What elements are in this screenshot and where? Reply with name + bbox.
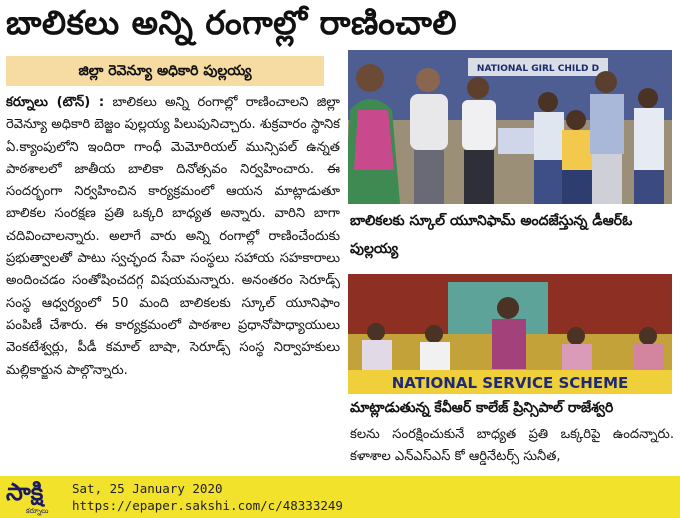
sakshi-logo	[6, 479, 62, 515]
logo-edition: కర్నూలు	[26, 507, 49, 515]
photo-principal-speaking	[348, 274, 672, 394]
photo2-caption: మాట్లాడుతున్న కేవీఆర్ కాలేజ్ ప్రిన్సిపాల్ రాజేశ్వరి	[350, 400, 614, 416]
headline: బాలికలు అన్ని రంగాల్లో రాణించాలి	[0, 0, 680, 46]
subheadline: జిల్లా రెవెన్యూ అధికారి పుల్లయ్య	[6, 56, 324, 86]
photo1-banner: NATIONAL GIRL CHILD D	[476, 64, 600, 74]
photo1-caption: బాలికలకు స్కూల్ యూనిఫామ్ అందజేస్తున్న డీఆర్ఓ పుల్లయ్య	[350, 213, 633, 257]
dateline: కర్నూలు (టౌన్) :	[6, 95, 105, 110]
article-body	[6, 92, 340, 382]
footer-bar	[0, 476, 680, 518]
logo-text: సాక్షి	[6, 477, 44, 506]
photo-uniform-image	[348, 50, 672, 204]
edition-date: Sat, 25 January 2020	[72, 481, 223, 496]
article-text: బాలికలు అన్ని రంగాల్లో రాణించాలని జిల్లా రెవెన్యూ అధికారి బెజ్జం పుల్లయ్య పిలుపునిచ్చారు. శుక్రవారం స్థానిక ఏ.క్యాంపులోని ఇందిరా గాంధీ మెమోరియల్ మున్సిపల్ ఉన్నత పాఠశాలలో జాతీయ బాలికా దినోత్సవం నిర్వహించారు. ఈ సందర్భంగా నిర్వహించిన కార్యక్రమంలో ఆయన మాట్లాడుతూ బాలికల సంరక్షణ ప్రతి ఒక్కరి బాధ్యత అన్నారు. వారిని బాగా చదివించాలన్నారు. అలాగే వారు అన్ని రంగాల్లో రాణించేందుకు ప్రభుత్వాలతో పాటు స్వచ్ఛంద సేవా సంస్థలు సహాయ సహకారాలు అందించడం సంతోషించదగ్గ విషయమన్నారు. అనంతరం సెరూడ్స్ సంస్థ ఆధ్వర్యంలో 50 మంది బాలికలకు స్కూల్ యూనిఫాం పంపిణీ చేశారు. ఈ కార్యక్రమంలో పాఠశాల ప్రధానోపాధ్యాయులు వెంకటేశ్వర్లు, పీడీ కమాల్ బాషా, సెరూడ్స్ సంస్థ నిర్వాహకులు మల్లికార్జున పాల్గొన్నారు.	[6, 95, 341, 378]
article-continuation	[350, 424, 674, 469]
epaper-url[interactable]: https://epaper.sakshi.com/c/48333249	[72, 498, 343, 513]
article-paragraph	[6, 92, 340, 382]
photo-principal-image	[348, 274, 672, 394]
photo2-banner: NATIONAL SERVICE SCHEME	[391, 374, 629, 392]
continuation-text: కలను సంరక్షించుకునే బాధ్యత ప్రతి ఒక్కరిపై ఉందన్నారు. కళాశాల ఎన్ఎస్ఎస్ కో ఆర్డినేటర్స్ సునీత,	[350, 427, 674, 465]
photo-uniform-distribution	[348, 50, 672, 204]
